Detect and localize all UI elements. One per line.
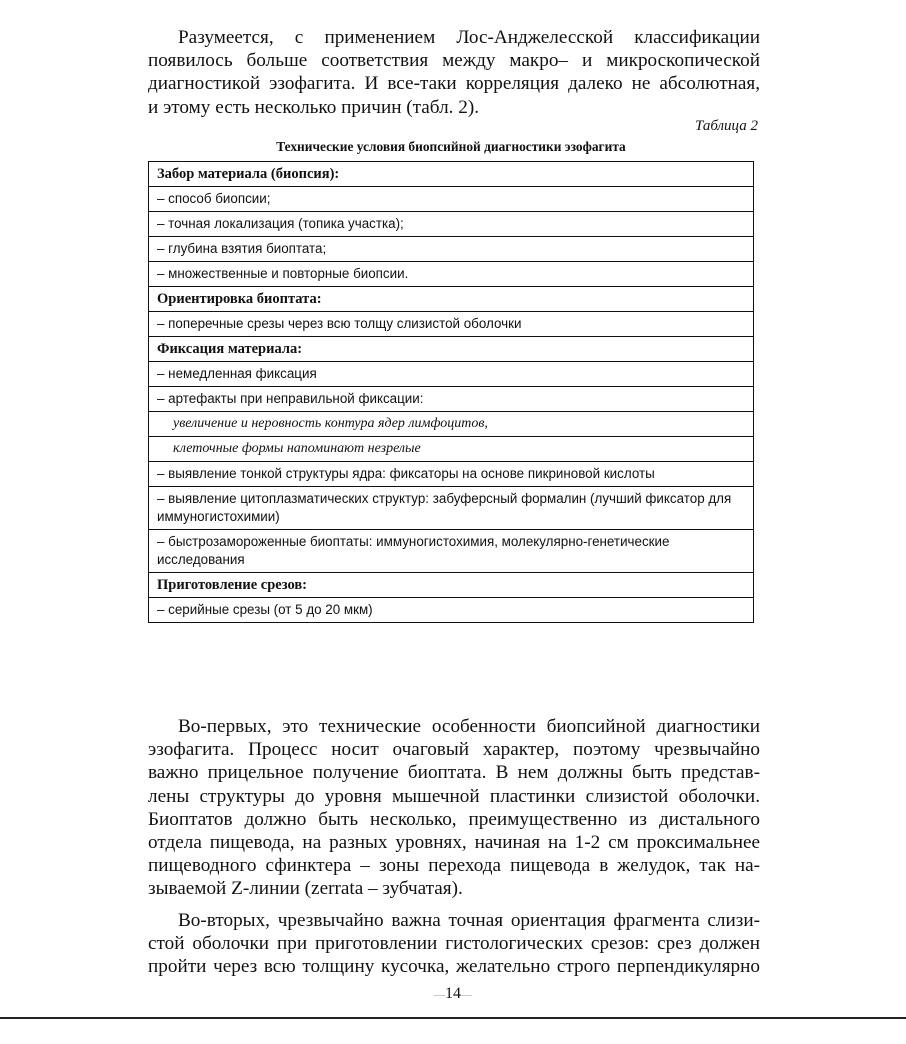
- table-cell: – быстрозамороженные биоптаты: иммуногистохимия, молекулярно-генетические исследования: [149, 530, 754, 573]
- table-row: [149, 487, 754, 530]
- table-cell: – серийные срезы (от 5 до 20 мкм): [149, 598, 754, 623]
- table-row: [149, 412, 754, 437]
- table-cell: – точная локализация (топика участка);: [149, 212, 754, 237]
- conditions-table: [148, 161, 754, 623]
- table-section-header: Приготовление срезов:: [149, 573, 754, 598]
- table-row: [149, 598, 754, 623]
- table-row: [149, 462, 754, 487]
- text-line: отдела пищевода, на разных уровнях, начиная на 1-2 см проксимальнее: [148, 832, 760, 854]
- text-line: Разумеется, с применением Лос-Анджелесской классификации: [178, 27, 760, 48]
- text-line: зываемой Z-линии (zerrata – зубчатая).: [148, 878, 463, 900]
- table-cell: – выявление тонкой структуры ядра: фиксаторы на основе пикриновой кислоты: [149, 462, 754, 487]
- text-line: Биоптатов должно быть несколько, преимущественно из дистального: [148, 808, 760, 830]
- table-row: [149, 212, 754, 237]
- table-section-header: Фиксация материала:: [149, 337, 754, 362]
- text-line: и этому есть несколько причин (табл. 2).: [148, 96, 480, 118]
- intro-paragraph: [148, 26, 760, 119]
- text-line: стой оболочки при приготовлении гистологических срезов: срез должен: [148, 933, 760, 955]
- table-row: [149, 530, 754, 573]
- table-row: [149, 337, 754, 362]
- table-row: [149, 287, 754, 312]
- paragraph-second-reason: [148, 909, 760, 979]
- page-number-dash-left: —: [434, 989, 445, 1001]
- table-row: [149, 237, 754, 262]
- text-line: важно прицельное получение биоптата. В нем должны быть представ-: [148, 762, 760, 784]
- table-row: [149, 362, 754, 387]
- table-section-header: Забор материала (биопсия):: [149, 162, 754, 187]
- table-row: [149, 437, 754, 462]
- text-line: лены структуры до уровня мышечной пластинки слизистой оболочки.: [148, 785, 760, 807]
- table-cell: увеличение и неровность контура ядер лимфоцитов,: [149, 412, 754, 437]
- text-line: диагностикой эзофагита. И все-таки корреляция далеко не абсолютная,: [148, 73, 760, 95]
- paragraph-first-reason: [148, 715, 760, 901]
- table-title: Технические условия биопсийной диагностики эзофагита: [276, 139, 626, 154]
- table-row: [149, 187, 754, 212]
- table-cell: клеточные формы напоминают незрелые: [149, 437, 754, 462]
- table-cell: – артефакты при неправильной фиксации:: [149, 387, 754, 412]
- text-line: пройти через всю толщину кусочка, желательно строго перпендикулярно: [148, 956, 760, 978]
- table-row: [149, 573, 754, 598]
- page-number-dash-right: —: [461, 989, 472, 1001]
- table-row: [149, 162, 754, 187]
- text-line: Во-вторых, чрезвычайно важна точная ориентация фрагмента слизи-: [178, 910, 760, 931]
- page-number: [0, 985, 906, 1003]
- table-row: [149, 312, 754, 337]
- table-row: [149, 387, 754, 412]
- table-cell: – немедленная фиксация: [149, 362, 754, 387]
- text-line: эзофагита. Процесс носит очаговый характер, поэтому чрезвычайно: [148, 739, 760, 761]
- page-number-value: 14: [445, 985, 461, 1002]
- table-cell: – поперечные срезы через всю толщу слизистой оболочки: [149, 312, 754, 337]
- table-cell: – выявление цитоплазматических структур: забуферсный формалин (лучший фиксатор для иммуногистохимии): [149, 487, 754, 530]
- text-line: Во-первых, это технические особенности биопсийной диагностики: [178, 716, 760, 737]
- table-section-header: Ориентировка биоптата:: [149, 287, 754, 312]
- table-cell: – способ биопсии;: [149, 187, 754, 212]
- text-line: появилось больше соответствия между макро– и микроскопической: [148, 50, 760, 72]
- text-line: пищеводного сфинктера – зоны перехода пищевода в желудок, так на-: [148, 855, 760, 877]
- table-cell: – глубина взятия биоптата;: [149, 237, 754, 262]
- table-cell: – множественные и повторные биопсии.: [149, 262, 754, 287]
- table-caption: Таблица 2: [695, 118, 758, 134]
- table-row: [149, 262, 754, 287]
- bottom-rule: [0, 1017, 906, 1019]
